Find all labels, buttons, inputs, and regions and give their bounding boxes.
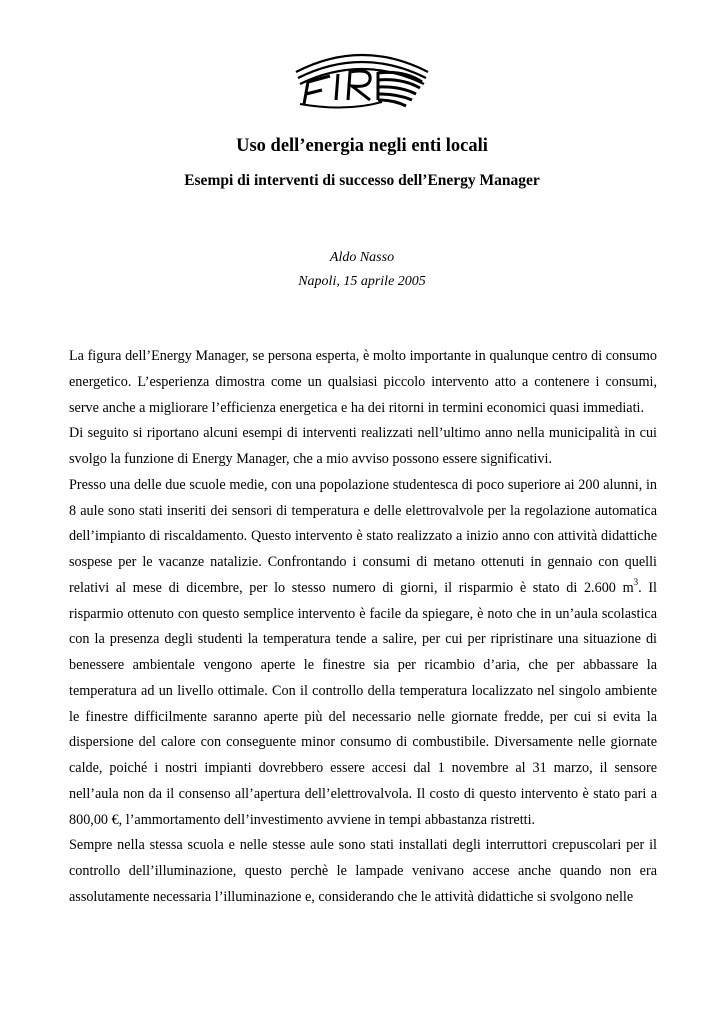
body-text — [69, 344, 657, 911]
paragraph-4: Sempre nella stessa scuola e nelle stesse aule sono stati installati degli interruttori crepuscolari per il controllo dell’illuminazione, questo perchè le lampade venivano accese anche quando non era assolutamente necessaria l’illuminazione e, considerando che le attività didattiche si svolgono nelle — [69, 837, 657, 905]
document-subtitle: Esempi di interventi di successo dell’Energy Manager — [184, 172, 540, 189]
fire-logo-graphic — [286, 42, 438, 110]
author: Aldo Nasso — [329, 250, 395, 265]
paragraph-1: La figura dell’Energy Manager, se persona esperta, è molto importante in qualunque centro di consumo energetico. L’esperienza dimostra come un qualsiasi piccolo intervento atto a contenere i consumi, serve anche a migliorare l’efficienza energetica e ha dei ritorni in termini economici quasi immediati. — [69, 348, 657, 416]
cubic-superscript: 3 — [633, 577, 639, 588]
place-date: Napoli, 15 aprile 2005 — [298, 274, 426, 289]
paragraph-3 — [69, 473, 657, 834]
paragraph-3-part-a: Presso una delle due scuole medie, con una popolazione studentesca di poco superiore ai 200 alunni, in 8 aule sono stati inseriti dei sensori di temperatura e delle elettrovalvole per la regolazione automatica dell’impianto di riscaldamento. Questo intervento è stato realizzato a inizio anno con attività didattiche sospese per le vacanze natalizie. Confrontando i consumi di metano ottenuti in gennaio con quelli relativi al mese di dicembre, per lo stesso numero di giorni, il risparmio è stato di 2.600 m — [69, 476, 657, 596]
paragraph-3-part-b: . Il risparmio ottenuto con questo semplice intervento è facile da spiegare, è noto che in un’aula scolastica con la presenza degli studenti la temperatura tende a salire, per cui per ripristinare una situazione di benessere ambientale vengono aperte le finestre sia per ricambio d’aria, che per abbassare la temperatura ad un livello ottimale. Con il controllo della temperatura localizzato nel singolo ambiente le finestre difficilmente saranno aperte più del necessario nelle giornate fredde, per cui si evita la dispersione del calore con conseguente minor consumo di combustibile. Diversamente nelle giornate calde, poiché i nostri impianti dovrebbero essere accesi dal 1 novembre al 31 marzo, il sensore nell’aula non da il consenso all’apertura dell’elettrovalvola. Il costo di questo intervento è stato pari a 800,00 €, l’ammortamento dell’investimento avviene in tempi abbastanza ristretti. — [69, 579, 657, 828]
document-title: Uso dell’energia negli enti locali — [236, 136, 488, 156]
paragraph-2: Di seguito si riportano alcuni esempi di interventi realizzati nell’ultimo anno nella municipalità in cui svolgo la funzione di Energy Manager, che a mio avviso possono essere significativi. — [69, 425, 657, 467]
fire-logo — [286, 42, 438, 110]
